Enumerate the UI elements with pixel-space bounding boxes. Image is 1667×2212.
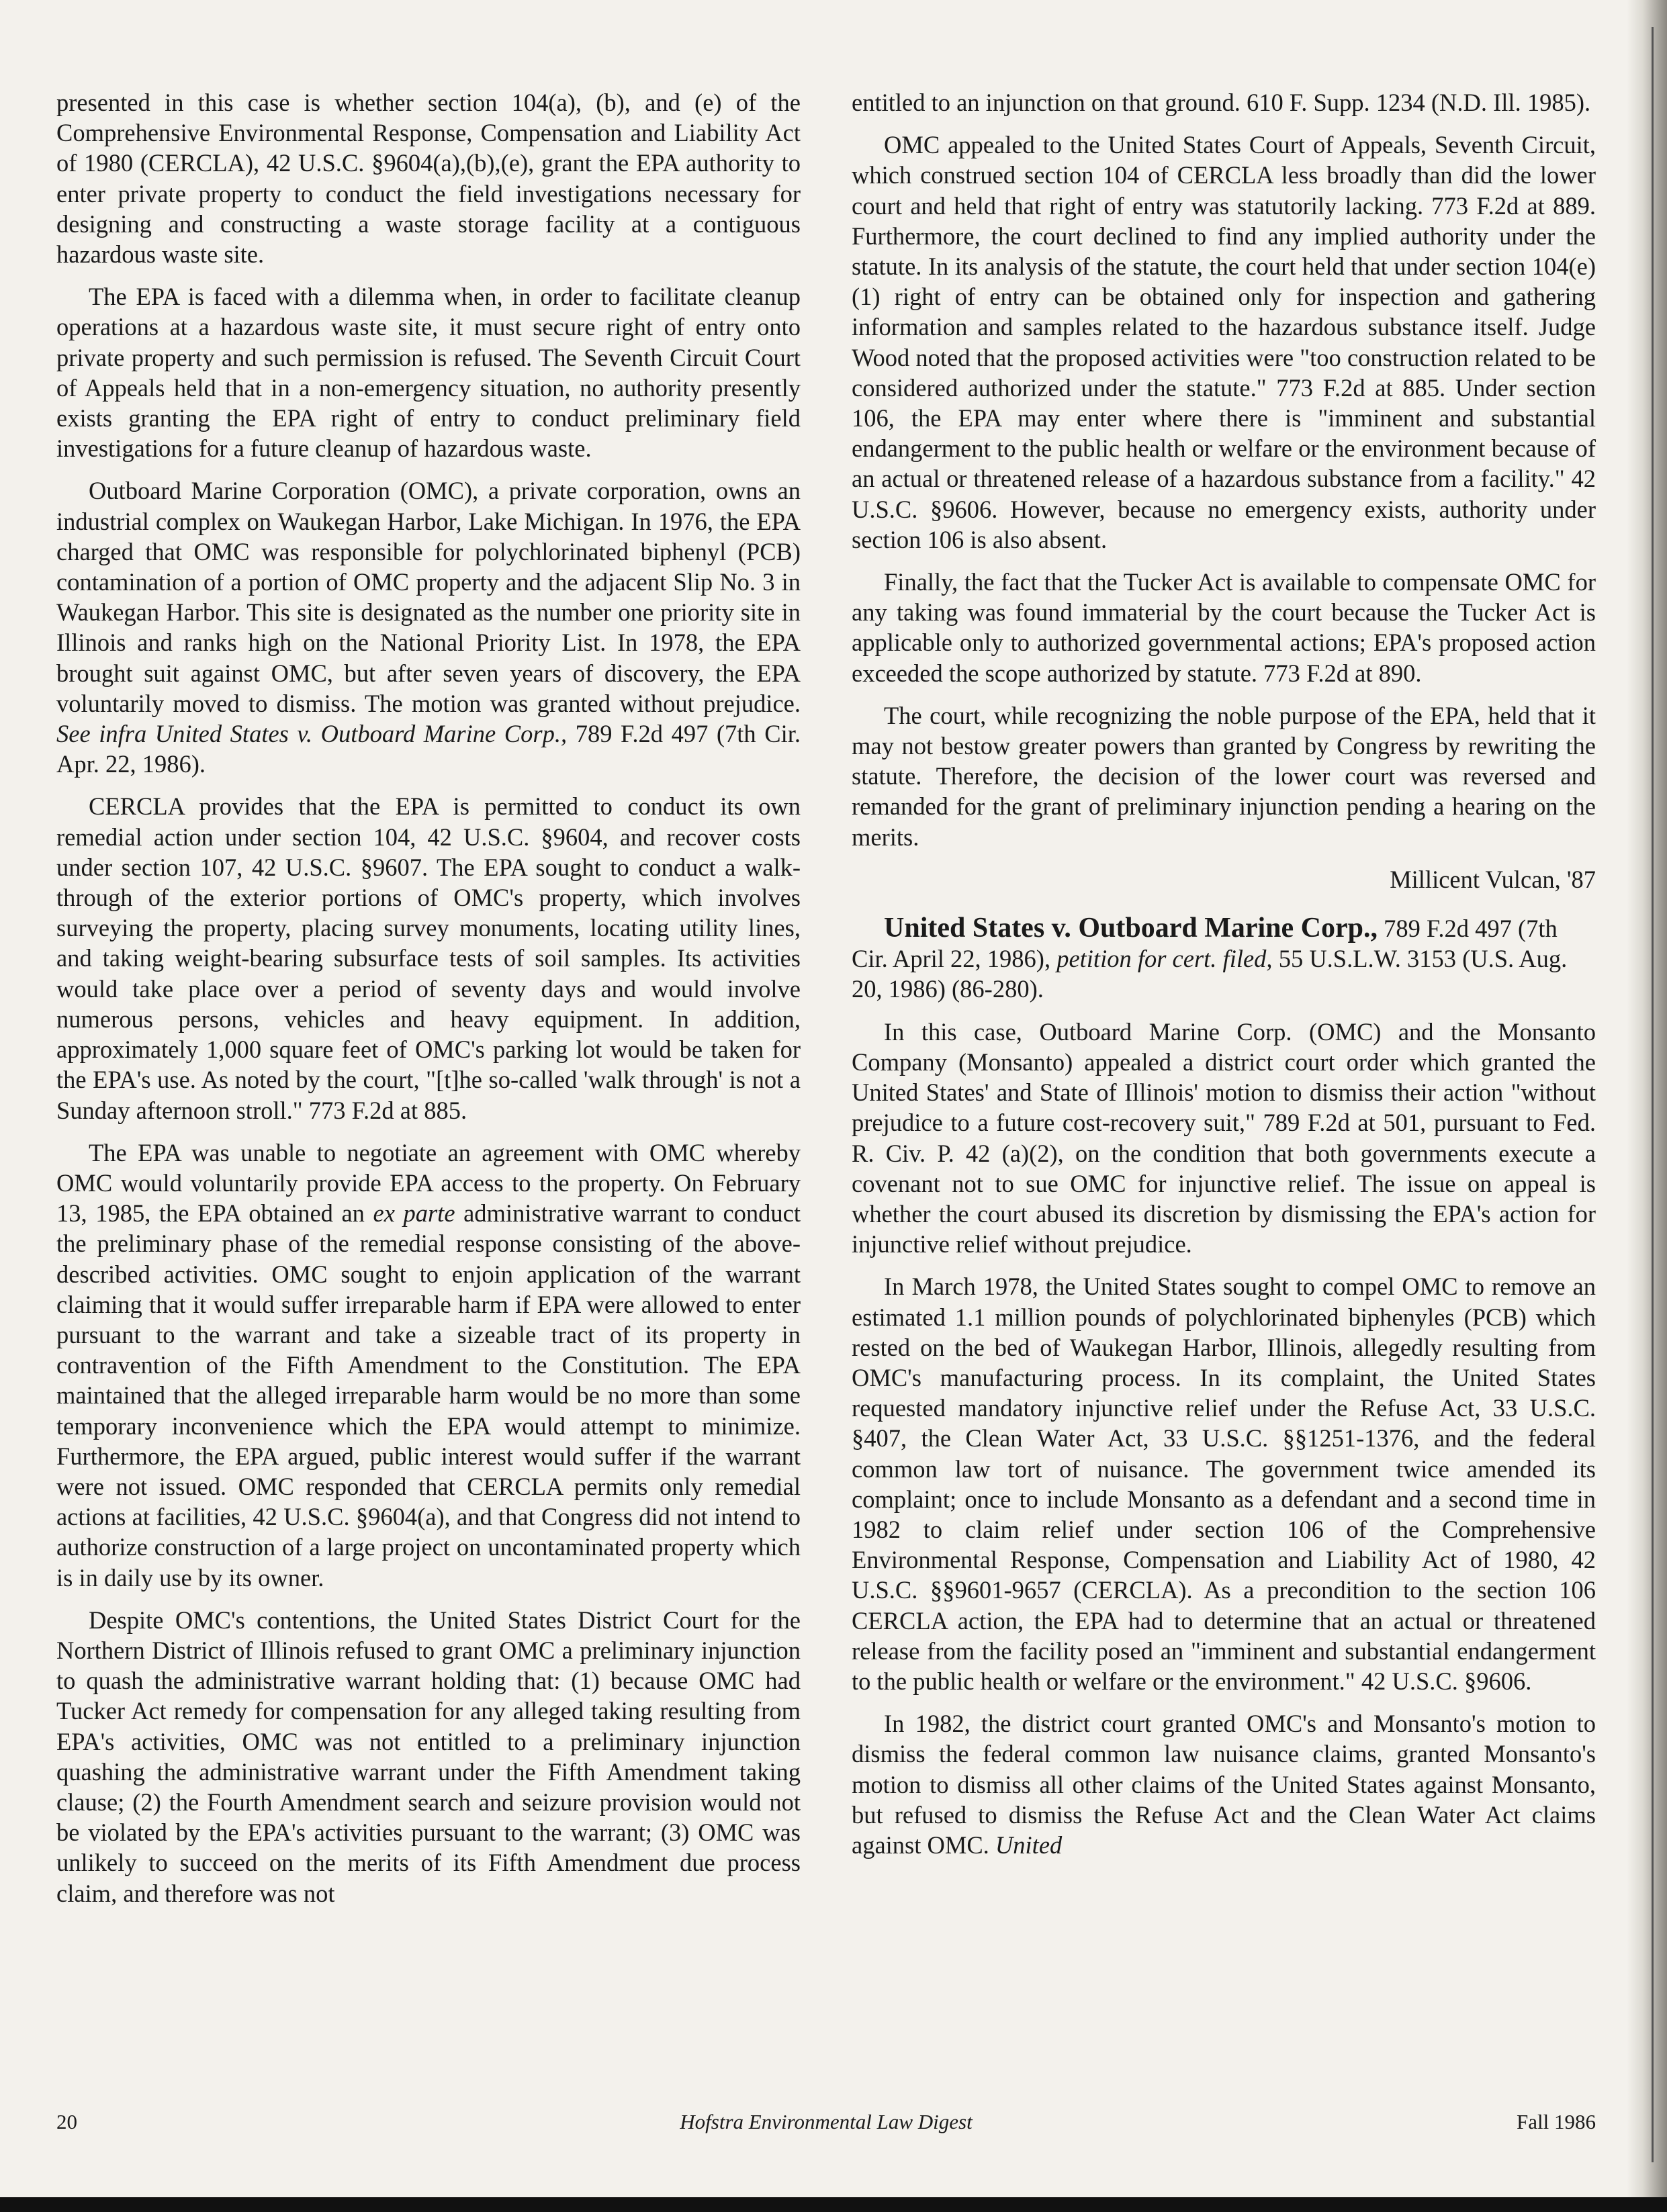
paragraph: entitled to an injunction on that ground. 610 F. Supp. 1234 (N.D. Ill. 1985). bbox=[852, 89, 1591, 116]
paragraph: In this case, Outboard Marine Corp. (OMC) and the Monsanto Company (Monsanto) appealed a district court order which granted the United States' and State of Illinois' motion to dismiss their action "without prejudice to a future cost-recovery suit," 789 F.2d at 501, pursuant to Fed. R. Civ. P. 42 (a)(2), on the condition that both governments execute a covenant not to sue OMC for injunctive relief. The issue on appeal is whether the court abused its discretion by dismissing the EPA's action for injunctive relief without prejudice. bbox=[852, 1017, 1596, 1258]
text-run: The EPA was unable to negotiate an agreement with OMC whereby OMC would voluntarily provide EPA access to the property. On February 13, 1985, the EPA obtained an bbox=[56, 1138, 801, 1228]
italic-term: petition for cert. filed, bbox=[1056, 945, 1273, 973]
text-run: In 1982, the district court granted OMC's and Monsanto's motion to dismiss the federal common law nuisance claims, granted Monsanto's motion to dismiss all other claims of the United States against Monsanto, but refused to dismiss the Refuse Act and the Clean Water Act claims against OMC. bbox=[852, 1710, 1596, 1859]
text-run: Outboard Marine Corporation (OMC), a private corporation, owns an industrial complex on Waukegan Harbor, Lake Michigan. In 1976, the EPA charged that OMC was responsible for polychlorinated biphenyl (PCB) contamination of a portion of OMC property and the adjacent Slip No. 3 in Waukegan Harbor. This site is designated as the number one priority site in Illinois and ranks high on the National Priority List. In 1978, the EPA brought suit against OMC, but after seven years of discovery, the EPA voluntarily moved to dismiss. The motion was granted without prejudice. bbox=[56, 477, 801, 717]
paragraph: The court, while recognizing the noble purpose of the EPA, held that it may not bestow greater powers than granted by Congress by rewriting the statute. Therefore, the decision of the lower court was reversed and remanded for the grant of preliminary injunction pending a hearing on the merits. bbox=[852, 701, 1596, 851]
paragraph bbox=[56, 475, 801, 779]
case-citation: 55 U.S.L.W. 3153 (U.S. Aug. 20, 1986) (86-280). bbox=[852, 945, 1568, 1003]
left-column bbox=[56, 87, 801, 1921]
scan-edge-line bbox=[1652, 27, 1654, 2162]
page-footer bbox=[56, 2109, 1596, 2135]
case-citation: See infra United States v. Outboard Marine Corp., bbox=[56, 720, 568, 748]
paragraph: presented in this case is whether section 104(a), (b), and (e) of the Comprehensive Environmental Response, Compensation and Liability Act of 1980 (CERCLA), 42 U.S.C. §9604(a),(b),(e), grant the EPA authority to enter private property to conduct the field investigations necessary for designing and constructing a waste storage facility at a contiguous hazardous waste site. bbox=[56, 89, 801, 269]
paragraph: OMC appealed to the United States Court of Appeals, Seventh Circuit, which construed section 104 of CERCLA less broadly than did the lower court and held that right of entry was statutorily lacking. 773 F.2d at 889. Furthermore, the court declined to find any implied authority under the statute. In its analysis of the statute, the court held that under section 104(e)(1) right of entry can be obtained only for inspection and gathering information and samples related to the hazardous substance itself. Judge Wood noted that the proposed activities were "too construction related to be considered authorized under the statute." 773 F.2d at 885. Under section 106, the EPA may enter where there is "imminent and substantial endangerment to the public health or welfare or the environment because of an actual or threatened release of a hazardous substance from a facility." 42 U.S.C. §9606. However, because no emergency exists, authority under section 106 is also absent. bbox=[852, 131, 1596, 553]
italic-term: United bbox=[995, 1831, 1063, 1859]
paragraph bbox=[852, 1708, 1596, 1860]
paragraph: The EPA is faced with a dilemma when, in order to facilitate cleanup operations at a hazardous waste site, it must secure right of entry onto private property and such permission is refused. The Seventh Circuit Court of Appeals held that in a non-emergency situation, no authority presently exists granting the EPA right of entry to conduct preliminary field investigations for a future cleanup of hazardous waste. bbox=[56, 283, 801, 463]
issue-date: Fall 1986 bbox=[1517, 2110, 1596, 2133]
paragraph: In March 1978, the United States sought to compel OMC to remove an estimated 1.1 million pounds of polychlorinated biphenyles (PCB) which rested on the bed of Waukegan Harbor, Illinois, allegedly resulting from OMC's manufacturing process. In its complaint, the United States requested mandatory injunctive relief under the Refuse Act, 33 U.S.C. §407, the Clean Water Act, 33 U.S.C. §§1251-1376, and the federal common law tort of nuisance. The government twice amended its complaint; once to include Monsanto as a defendant and a second time in 1982 to claim relief under section 106 of the Comprehensive Environmental Response, Compensation and Liability Act of 1980, 42 U.S.C. §§9601-9657 (CERCLA). As a precondition to the section 106 CERCLA action, the EPA had to determine that an actual or threatened release from the facility posed an "imminent and substantial endangerment to the public health or welfare or the environment." 42 U.S.C. §9606. bbox=[852, 1273, 1596, 1695]
author-signature: Millicent Vulcan, '87 bbox=[1390, 865, 1596, 893]
case-citation: 789 F.2d 497 (7th Cir. April 22, 1986), bbox=[852, 915, 1558, 973]
paragraph: Finally, the fact that the Tucker Act is available to compensate OMC for any taking was found immaterial by the court because the Tucker Act is applicable only to authorized governmental actions; EPA's proposed action exceeded the scope authorized by statute. 773 F.2d at 890. bbox=[852, 568, 1596, 687]
paragraph bbox=[56, 1138, 801, 1593]
paragraph: CERCLA provides that the EPA is permitted to conduct its own remedial action under section 104, 42 U.S.C. §9604, and recover costs under section 107, 42 U.S.C. §9607. The EPA sought to conduct a walk-through of the exterior portions of OMC's property, which involves surveying the property, placing survey monuments, locating utility lines, and taking weight-bearing subsurface tests of soil samples. Its activities would take place over a period of seventy days and would involve numerous persons, vehicles and heavy equipment. In addition, approximately 1,000 square feet of OMC's parking lot would be taken for the EPA's use. As noted by the court, "[t]he so-called 'walk through' is not a Sunday afternoon stroll." 773 F.2d at 885. bbox=[56, 792, 801, 1124]
italic-term: ex parte bbox=[373, 1199, 455, 1228]
scan-bottom-border bbox=[0, 2197, 1667, 2212]
scan-edge-shadow bbox=[1627, 0, 1667, 2212]
right-column bbox=[852, 87, 1596, 1872]
paragraph: Despite OMC's contentions, the United States District Court for the Northern District of Illinois refused to grant OMC a preliminary injunction to quash the administrative warrant holding that: (1) because OMC had Tucker Act remedy for compensation for any alleged taking resulting from EPA's activities, OMC was not entitled to a preliminary injunction quashing the administrative warrant under the Fifth Amendment taking clause; (2) the Fourth Amendment search and seizure provision would not be violated by the EPA's activities pursuant to the warrant; (3) OMC was unlikely to succeed on the merits of its Fifth Amendment due process claim, and therefore was not bbox=[56, 1606, 801, 1907]
text-run: administrative warrant to conduct the preliminary phase of the remedial response consisting of the above-described activities. OMC sought to enjoin application of the warrant claiming that it would suffer irreparable harm if EPA were allowed to enter pursuant to the warrant and take a sizeable tract of its property in contravention of the Fifth Amendment to the Constitution. The EPA maintained that the alleged irreparable harm would be no more than some temporary inconvenience which the EPA would attempt to minimize. Furthermore, the EPA argued, public interest would suffer if the warrant were not issued. OMC responded that CERCLA permits only remedial actions at facilities, 42 U.S.C. §9604(a), and that Congress did not intend to authorize construction of a large project on uncontaminated property which is in daily use by its owner. bbox=[56, 1199, 801, 1592]
case-heading bbox=[852, 913, 1596, 1005]
journal-name: Hofstra Environmental Law Digest bbox=[680, 2110, 973, 2133]
text-run: 789 F.2d 497 (7th Cir. Apr. 22, 1986). bbox=[56, 720, 801, 778]
case-title: United States v. Outboard Marine Corp., bbox=[884, 913, 1378, 944]
page-number: 20 bbox=[56, 2110, 77, 2133]
